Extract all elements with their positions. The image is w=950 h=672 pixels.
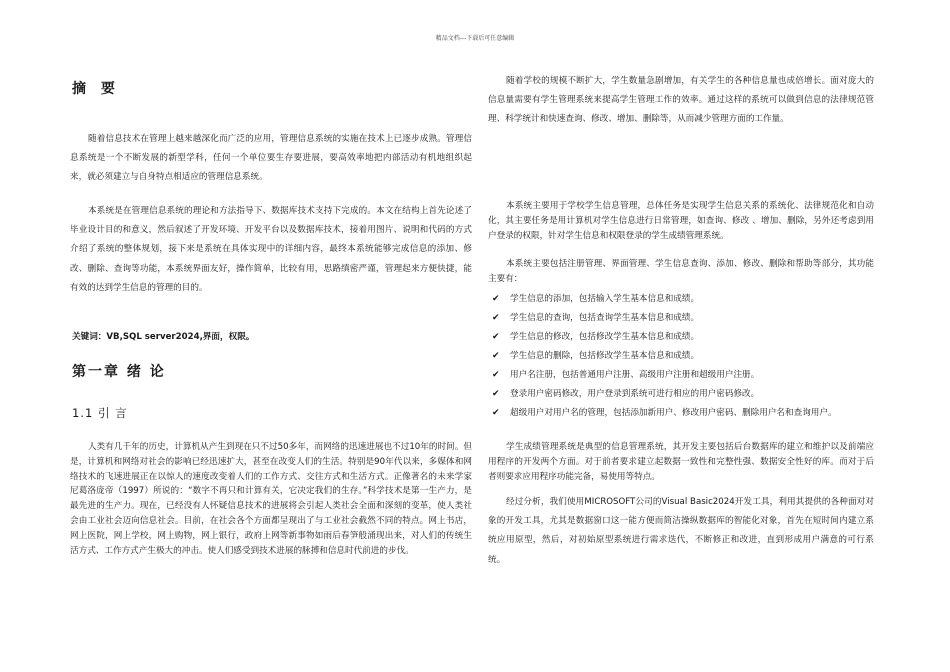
feature-text: 登录用户密码修改，用户登录到系统可进行相应的用户密码修改。 <box>510 389 760 399</box>
feature-item <box>488 328 874 347</box>
feature-text: 学生信息的添加，包括输入学生基本信息和成绩。 <box>510 294 700 304</box>
functions-intro-paragraph: 本系统主要包括注册管理、界面管理、学生信息查询、添加、修改、删除和帮助等部分，其功能主要有： <box>488 259 874 284</box>
feature-item <box>488 404 874 423</box>
abstract-title: 摘 要 <box>72 81 120 97</box>
feature-item <box>488 385 874 404</box>
feature-item <box>488 347 874 366</box>
page-header: 精品文档---下载后可任意编辑 <box>435 35 515 42</box>
feature-text: 用户名注册，包括普通用户注册、高级用户注册和超级用户注册。 <box>510 370 760 380</box>
feature-text: 学生信息的查询，包括查询学生基本信息和成绩。 <box>510 313 700 323</box>
checkmark-icon: ✔ <box>492 351 500 361</box>
checkmark-icon: ✔ <box>492 408 500 418</box>
abstract-paragraph-1: 随着信息技术在管理上越来越深化而广泛的应用，管理信息系统的实施在技术上已逐步成熟。管理信息系统是一个不断发展的新型学科，任何一个单位要生存要进展，要高效率地把内部活动有机地组织起来，就必须建立与自身特点相适应的管理信息系统。 <box>70 134 472 183</box>
design-paragraph: 学生成绩管理系统是典型的信息管理系统，其开发主要包括后台数据库的建立和维护以及前端应用程序的开发两个方面。对于前者要求建立起数据一致性和完整性强、数据安全性好的库。而对于后者则要求应用程序功能完备，易使用等特点。 <box>488 442 874 482</box>
feature-text: 学生信息的删除，包括修改学生基本信息和成绩。 <box>510 351 700 361</box>
keywords: 关键词：VB,SQL server2024,界面，权限。 <box>72 332 255 342</box>
checkmark-icon: ✔ <box>492 294 500 304</box>
feature-text: 学生信息的修改，包括修改学生基本信息和成绩。 <box>510 332 700 342</box>
checkmark-icon: ✔ <box>492 389 500 399</box>
feature-item <box>488 366 874 385</box>
checkmark-icon: ✔ <box>492 332 500 342</box>
checkmark-icon: ✔ <box>492 313 500 323</box>
abstract-paragraph-2: 本系统是在管理信息系统的理论和方法指导下、数据库技术支持下完成的。本文在结构上首先论述了毕业设计目的和意义，然后叙述了开发环境、开发平台以及数据库技术，接着用图片、说明和代码的方式介绍了系统的整体规划，接下来是系统在具体实现中的详细内容，最终本系统能够完成信息的添加、修改、删除、查询等功能，本系统界面友好，操作简单，比较有用，思路缜密严谨，管理起来方便快捷，能有效的达到学生信息的管理的目的。 <box>70 206 472 293</box>
intro-paragraph: 人类有几千年的历史，计算机从产生到现在只不过50多年，而网络的迅速进展也不过10年的时间。但是，计算机和网络对社会的影响已经迅速扩大，甚至在改变人们的生活。特别是90年代以来，多媒体和网络技术的飞速进展正在以惊人的速度改变着人们的工作方式、交往方式和生活方式。正像著名的未来学家尼葛洛庞帝（1997）所说的：“数字不再只和计算有关，它决定我们的生存。”科学技术是第一生产力，是最先进的生产力。现在，已经没有人怀疑信息技术的进展将会引起人类社会全面和深刻的变革，使人类社会由工业社会迈向信息社会。目前，在社会各个方面都呈现出了与工业社会截然不同的特点。网上书店，网上医院，网上学校，网上购物，网上银行，政府上网等新事物如雨后春笋般涌现出来，对人们的传统生活方式、工作方式产生极大的冲击。使人们感受到技术进展的脉搏和信息时代前进的步伐。 <box>70 442 472 556</box>
feature-item <box>488 309 874 328</box>
checkmark-icon: ✔ <box>492 370 500 380</box>
system-overview-paragraph: 本系统主要用于学校学生信息管理，总体任务是实现学生信息关系的系统化、法律规范化和自动化，其主要任务是用计算机对学生信息进行日常管理，如查询、修改 、增加、删除，另外还考虑到用户登录的权限，针对学生信息和权限登录的学生成绩管理系统。 <box>488 201 874 241</box>
feature-text: 超级用户对用户名的管理，包括添加新用户、修改用户密码、删除用户名和查询用户。 <box>510 408 837 418</box>
background-paragraph: 随着学校的规模不断扩大，学生数量急剧增加，有关学生的各种信息量也成倍增长。面对庞大的信息量需要有学生管理系统来提高学生管理工作的效率。通过这样的系统可以做到信息的法律规范管理、科学统计和快速查询、修改、增加、删除等，从而减少管理方面的工作量。 <box>488 76 874 125</box>
feature-item <box>488 290 874 309</box>
chapter-title: 第一章 绪 论 <box>72 364 166 380</box>
tools-paragraph: 经过分析，我们使用MICROSOFT公司的Visual Basic2024开发工具，利用其提供的各种面对对象的开发工具，尤其是数据窗口这一能方便而简洁操纵数据库的智能化对象，首先在短时间内建立系统应用原型，然后，对初始原型系统进行需求迭代，不断修正和改进，直到形成用户满意的可行系统。 <box>488 497 874 565</box>
section-title: 1.1 引 言 <box>72 406 128 420</box>
feature-list <box>488 290 874 423</box>
